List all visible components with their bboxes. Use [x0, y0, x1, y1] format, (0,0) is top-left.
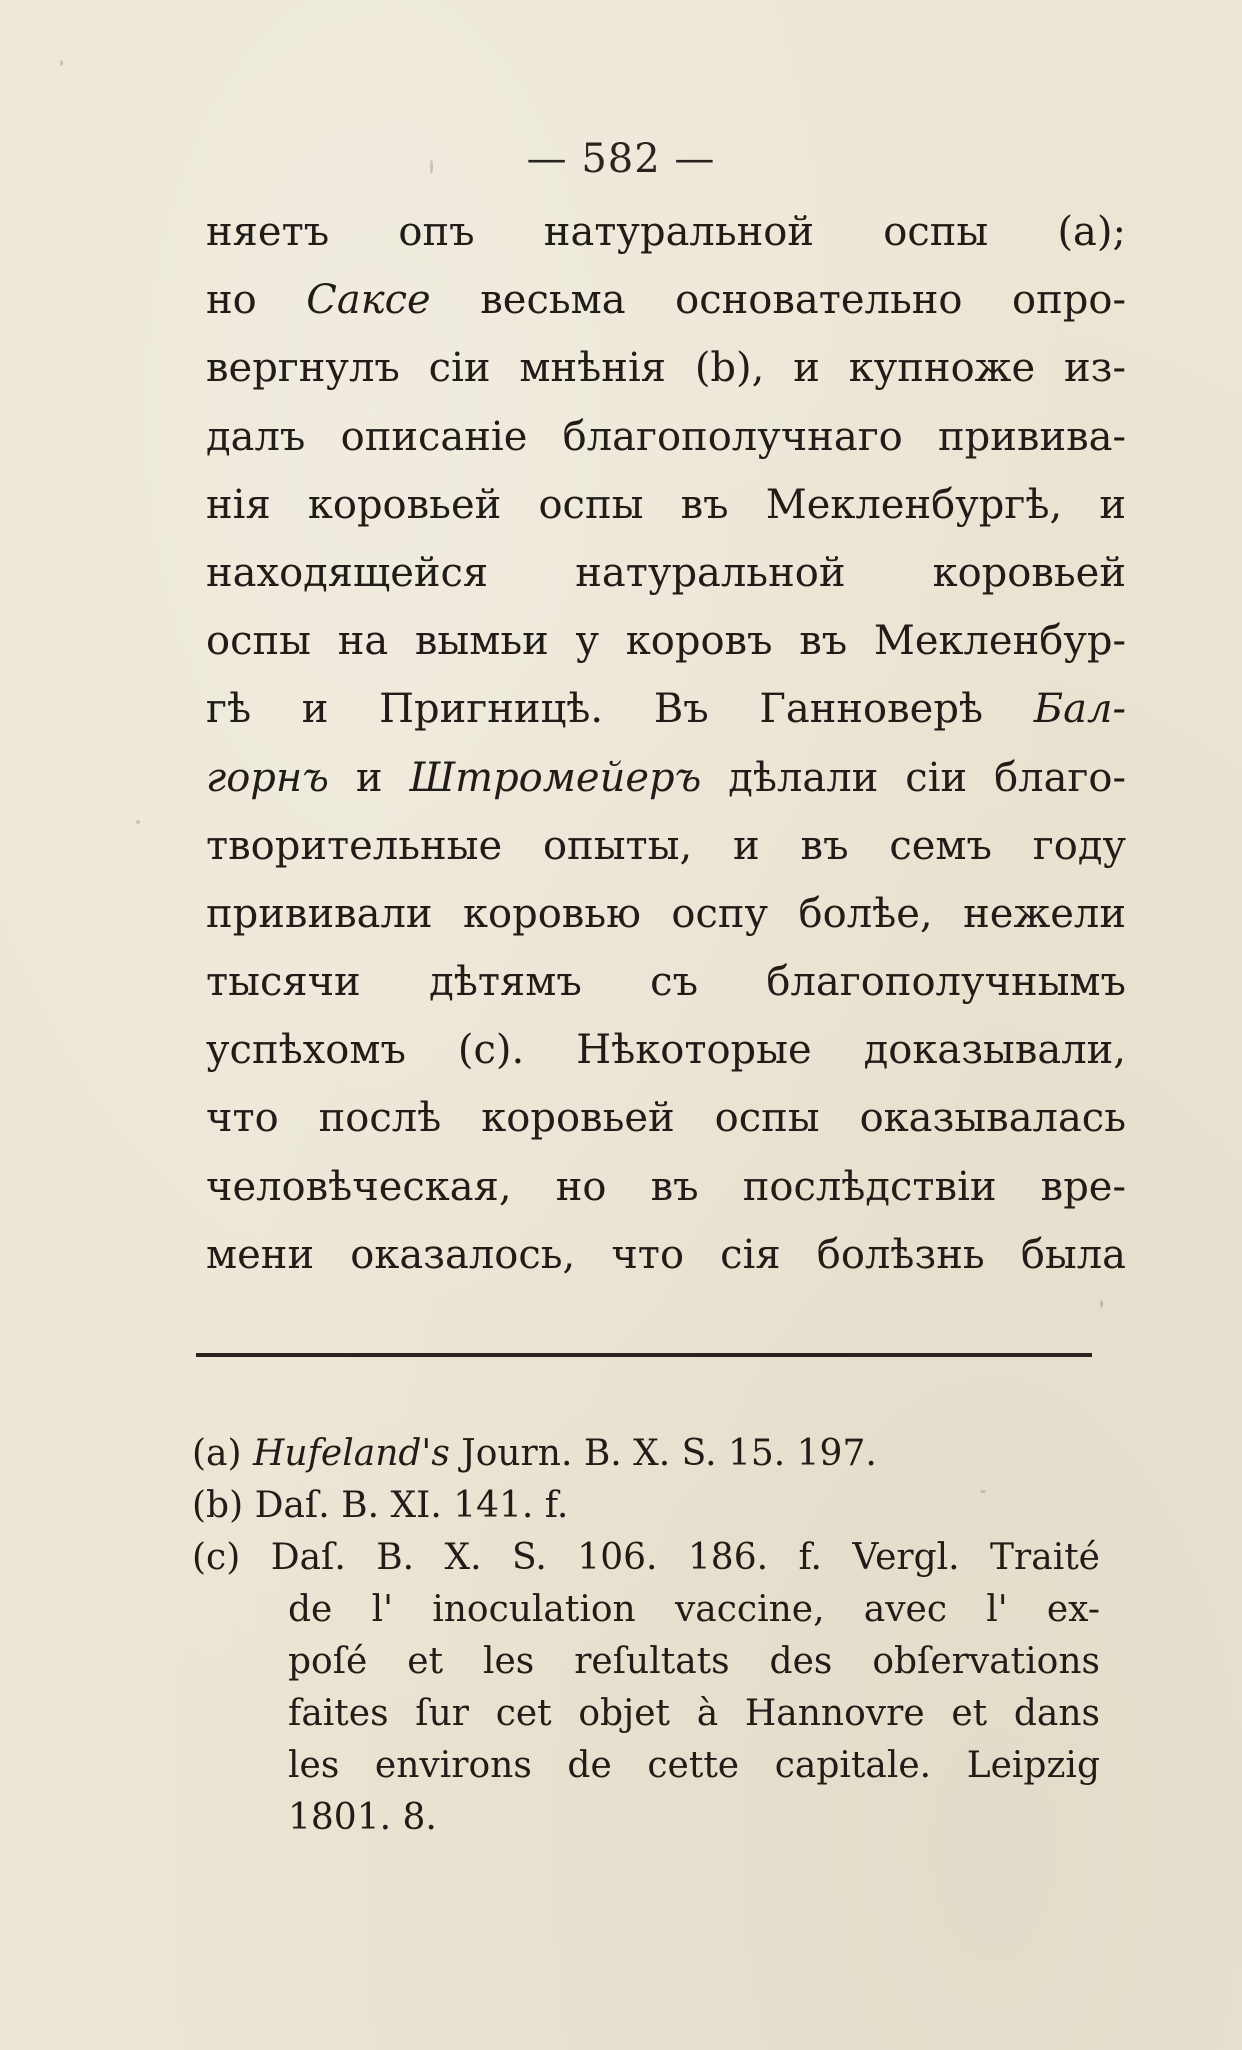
body-line-italic-segment: Штромейеръ	[409, 754, 702, 801]
footnote-c-marker: (c)	[192, 1537, 241, 1578]
body-line-segment: творительные опыты, и въ семъ году	[206, 822, 1126, 869]
footnote-c-line: de l' inoculation vaccine, avec l' ex-	[288, 1589, 1100, 1630]
paper-speck	[1100, 1300, 1103, 1308]
body-line-segment: оспы на вымьи у коровъ въ Мекленбур-	[206, 618, 1126, 665]
body-line	[206, 539, 1126, 607]
footnote-a-text: Journ. B. X. S. 15. 197.	[449, 1433, 877, 1474]
body-text	[206, 198, 1126, 1289]
footnote-b-text: Daſ. B. XI. 141. f.	[254, 1485, 569, 1526]
body-line-segment: успѣхомъ (c). Нѣкоторые доказывали,	[206, 1027, 1126, 1074]
footnote-c-text: Daſ. B. X. S. 106. 186. f. Vergl. Traité	[270, 1537, 1100, 1578]
body-line-segment: гѣ и Пригницѣ. Въ Ганноверѣ	[206, 686, 1034, 733]
body-line	[206, 403, 1126, 471]
body-line	[206, 266, 1126, 334]
footnote-c	[192, 1532, 1100, 1584]
body-line	[206, 812, 1126, 880]
paper-speck	[60, 60, 63, 66]
body-line-segment: мени оказалось, что сія болѣзнь была	[206, 1231, 1126, 1278]
footnote-c-line: 1801. 8.	[288, 1797, 437, 1838]
body-line-segment: вергнулъ сіи мнѣнія (b), и купноже из-	[206, 345, 1126, 392]
body-line-segment: что послѣ коровьей оспы оказывалась	[206, 1095, 1126, 1142]
body-line-segment: и	[328, 754, 410, 801]
body-line	[206, 607, 1126, 675]
body-line-italic-segment: Саксе	[306, 277, 431, 324]
footnote-c-line: les environs de cette capitale. Leipzig	[288, 1745, 1100, 1786]
page-number: — 582 —	[526, 136, 716, 182]
body-line	[206, 1016, 1126, 1084]
body-line	[206, 675, 1126, 743]
body-line	[206, 948, 1126, 1016]
footnote-c-line: faites ſur cet objet à Hannovre et dans	[288, 1693, 1100, 1734]
footnote-c-line: poſé et les reſultats des obſervations	[288, 1641, 1100, 1682]
paper-speck	[980, 1490, 986, 1493]
body-line-segment: человѣческая, но въ послѣдствіи вре-	[206, 1163, 1126, 1210]
body-line-segment: но	[206, 277, 307, 324]
body-line-segment: весьма основательно опро-	[430, 277, 1126, 324]
body-line-segment: прививали коровью оспу болѣе, нежели	[206, 890, 1126, 937]
paper-speck	[136, 820, 140, 824]
body-line	[206, 334, 1126, 402]
body-line-segment: нія коровьей оспы въ Мекленбургѣ, и	[206, 481, 1126, 528]
body-line	[206, 1153, 1126, 1221]
footnote-separator-rule	[196, 1353, 1092, 1357]
body-line	[206, 1221, 1126, 1289]
body-line-segment: находящейся натуральной коровьей	[206, 549, 1126, 596]
footnote-a-marker: (a)	[192, 1433, 242, 1474]
body-line	[206, 471, 1126, 539]
body-line	[206, 880, 1126, 948]
paper-speck	[430, 160, 433, 174]
body-line-segment: няетъ опъ натуральной оспы (a);	[206, 209, 1126, 255]
footnote-a	[192, 1428, 1112, 1480]
body-line-segment: тысячи дѣтямъ съ благополучнымъ	[206, 959, 1126, 1006]
body-line	[206, 198, 1126, 266]
body-line	[206, 744, 1126, 812]
footnote-b	[192, 1480, 1112, 1532]
body-line-segment: дѣлали сіи благо-	[701, 754, 1126, 801]
body-line-segment: далъ описаніе благополучнаго привива-	[206, 413, 1126, 460]
body-line-italic-segment: Бал-	[1033, 686, 1126, 733]
footnotes	[192, 1428, 1112, 1844]
body-line-italic-segment: горнъ	[206, 754, 329, 801]
footnote-a-author: Hufeland's	[253, 1433, 450, 1474]
body-line	[206, 1084, 1126, 1152]
footnote-b-marker: (b)	[192, 1485, 244, 1526]
